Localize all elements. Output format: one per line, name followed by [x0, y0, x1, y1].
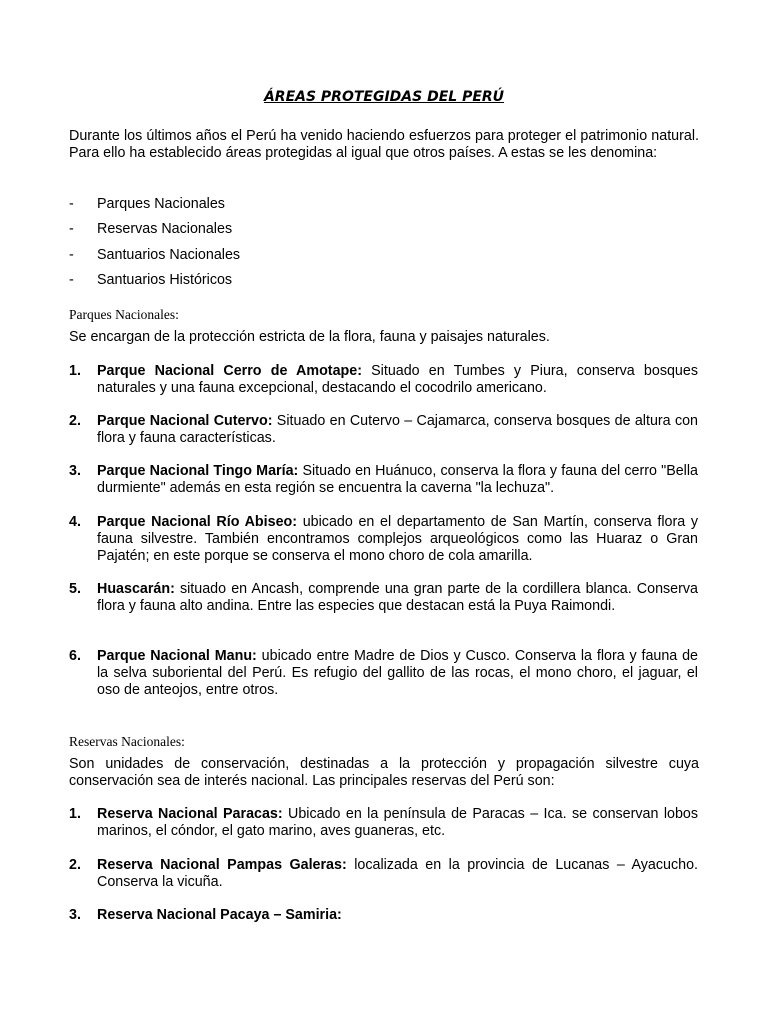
park-item: 3. Parque Nacional Tingo María: Situado en Huánuco, conserva la flora y fauna del cerro "Bella durmiente" además en esta región se encuentra la caverna "la lechuza".: [69, 463, 698, 496]
park-name: Parque Nacional Cerro de Amotape:: [97, 363, 362, 379]
park-name: Parque Nacional Tingo María:: [97, 463, 299, 479]
park-description: ubicado en el departamento de San Martín, conserva flora y fauna silvestre. También encontramos complejos arqueológicos como las Huaraz o Gran Pajatén; en este porque se conserva el mono choro de cola amarilla.: [97, 514, 698, 564]
park-item: 5. Huascarán: situado en Ancash, comprende una gran parte de la cordillera blanca. Conserva flora y fauna alto andina. Entre las especies que destacan está la Puya Raimondi.: [69, 581, 698, 614]
reserve-name: Reserva Nacional Paracas:: [97, 806, 283, 822]
intro-paragraph: Durante los últimos años el Perú ha venido haciendo esfuerzos para proteger el patrimonio natural. Para ello ha establecido áreas protegidas al igual que otros países. A estas se les denomina:: [69, 128, 699, 161]
reserve-description: Ubicado en la península de Paracas – Ica. se conservan lobos marinos, el cóndor, el gato marino, aves guaneras, etc.: [97, 806, 698, 839]
category-list: [69, 195, 240, 296]
reserve-name: Reserva Nacional Pampas Galeras:: [97, 857, 347, 873]
park-description: Situado en Tumbes y Piura, conserva bosques naturales y una fauna excepcional, destacando el cocodrilo americano.: [97, 363, 698, 396]
list-item: - Reservas Nacionales: [69, 221, 233, 238]
category-label: Santuarios Históricos: [97, 271, 233, 288]
reserve-name: Reserva Nacional Pacaya – Samiria:: [97, 907, 342, 923]
reserve-item: 2. Reserva Nacional Pampas Galeras: localizada en la provincia de Lucanas – Ayacucho. Conserva la vicuña.: [69, 857, 698, 890]
park-item: 1. Parque Nacional Cerro de Amotape: Situado en Tumbes y Piura, conserva bosques naturales y una fauna excepcional, destacando el cocodrilo americano.: [69, 363, 698, 396]
section-description-parques: Se encargan de la protección estricta de la flora, fauna y paisajes naturales.: [69, 329, 550, 345]
page-title: ÁREAS PROTEGIDAS DEL PERÚ: [263, 89, 505, 105]
park-description: Situado en Huánuco, conserva la flora y fauna del cerro "Bella durmiente" además en esta región se encuentra la caverna "la lechuza".: [97, 463, 698, 496]
park-name: Huascarán:: [97, 581, 175, 597]
reserve-item: 1. Reserva Nacional Paracas: Ubicado en la península de Paracas – Ica. se conservan lobos marinos, el cóndor, el gato marino, aves guaneras, etc.: [69, 806, 698, 839]
park-description: situado en Ancash, comprende una gran parte de la cordillera blanca. Conserva flora y fauna alto andina. Entre las especies que destacan está la Puya Raimondi.: [97, 581, 698, 614]
reserve-item: 3. Reserva Nacional Pacaya – Samiria:: [69, 907, 342, 923]
list-item: - Parques Nacionales: [69, 196, 225, 212]
park-item: 4. Parque Nacional Río Abiseo: ubicado en el departamento de San Martín, conserva flora y fauna silvestre. También encontramos complejos arqueológicos como las Huaraz o Gran Pajatén; en este porque se conserva el mono choro de cola amarilla.: [69, 514, 698, 564]
list-item: - Santuarios Históricos: [69, 271, 233, 288]
park-item: 2. Parque Nacional Cutervo: Situado en Cutervo – Cajamarca, conserva bosques de altura con flora y fauna características.: [69, 413, 698, 446]
park-item: 6. Parque Nacional Manu: ubicado entre Madre de Dios y Cusco. Conserva la flora y fauna de la selva suboriental del Perú. Es refugio del gallito de las rocas, el mono choro, el jaguar, el oso de anteojos, entre otros.: [69, 648, 699, 698]
park-description: Situado en Cutervo – Cajamarca, conserva bosques de altura con flora y fauna características.: [97, 413, 698, 446]
category-label: Reservas Nacionales: [97, 221, 233, 238]
category-label: Parques Nacionales: [97, 196, 225, 212]
section-description-reservas: Son unidades de conservación, destinadas a la protección y propagación silvestre cuya conservación sea de interés nacional. Las principales reservas del Perú son:: [69, 756, 699, 789]
park-name: Parque Nacional Río Abiseo:: [97, 514, 298, 530]
reserve-description: localizada en la provincia de Lucanas – Ayacucho. Conserva la vicuña.: [97, 857, 698, 890]
section-heading-parques: Parques Nacionales:: [69, 307, 179, 322]
park-name: Parque Nacional Manu:: [97, 648, 257, 664]
list-item: - Santuarios Nacionales: [69, 246, 241, 263]
section-heading-reservas: Reservas Nacionales:: [69, 734, 185, 749]
park-name: Parque Nacional Cutervo:: [97, 413, 273, 429]
category-label: Santuarios Nacionales: [97, 246, 241, 263]
park-description: ubicado entre Madre de Dios y Cusco. Conserva la flora y fauna de la selva suboriental del Perú. Es refugio del gallito de las rocas, el mono choro, el jaguar, el oso de anteojos, entre otros.: [97, 648, 699, 698]
